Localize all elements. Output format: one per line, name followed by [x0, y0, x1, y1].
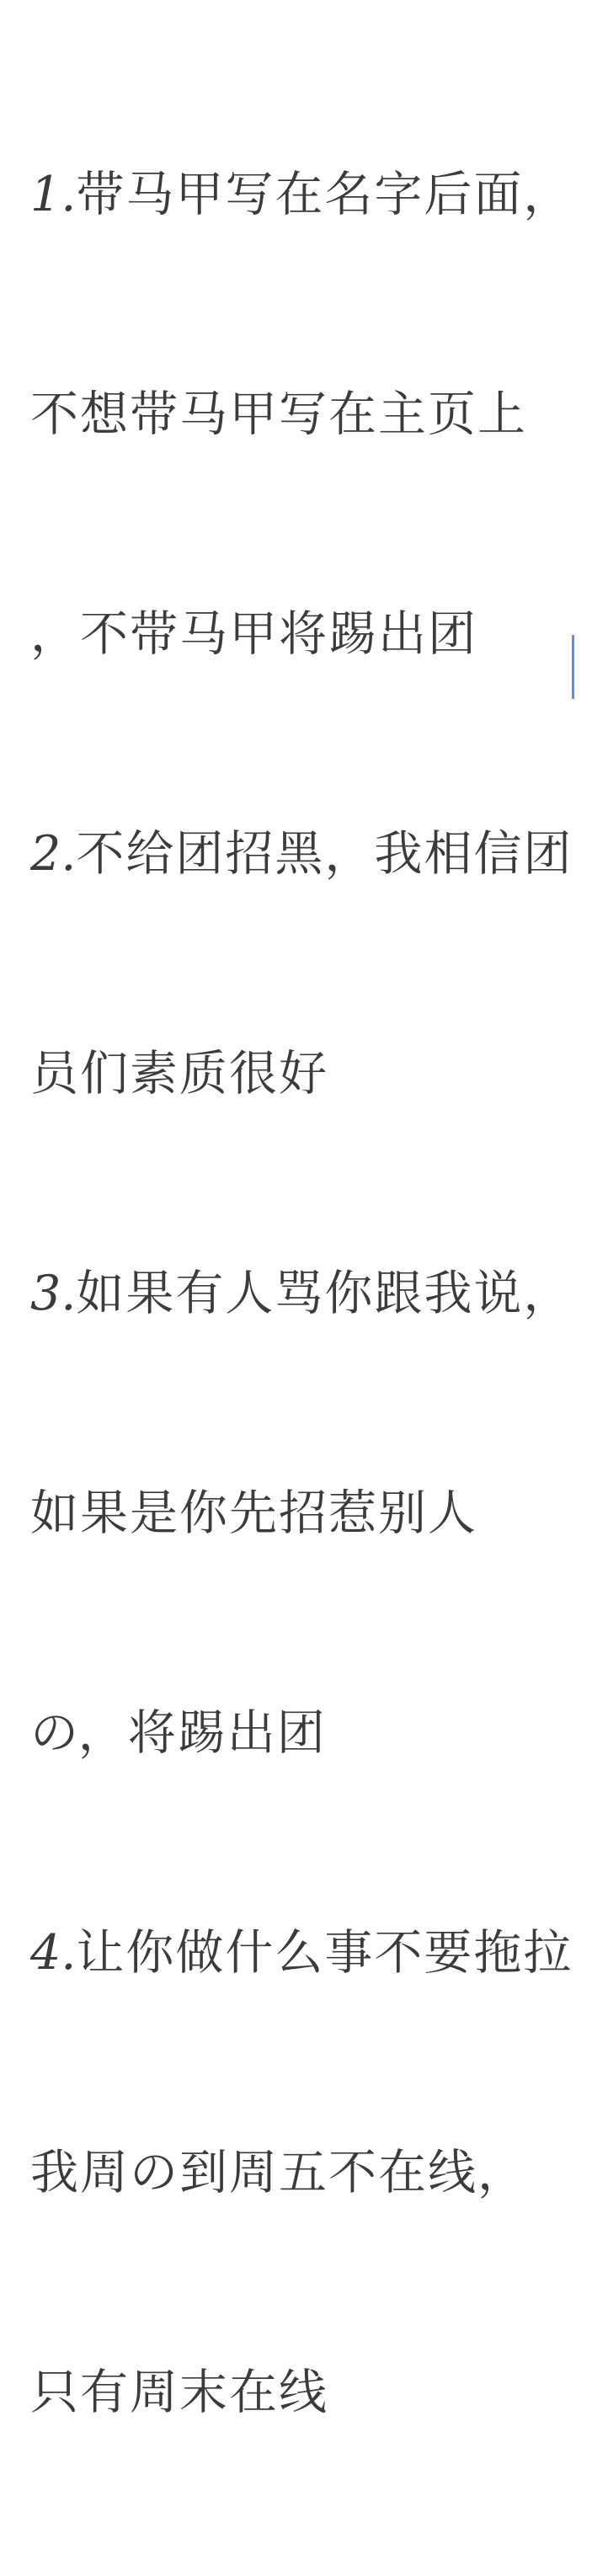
list-number: 3.: [30, 1266, 77, 1321]
line-text: 如果是你先招惹别人: [30, 1485, 477, 1541]
text-line: [30, 598, 569, 671]
text-line: [30, 1257, 573, 1331]
line-text: 我周の到周五不在线，: [30, 2145, 527, 2200]
text-line: [30, 2136, 569, 2210]
text-line: [30, 1037, 569, 1111]
text-line: [30, 818, 573, 891]
line-text: ，不带马甲将踢出团: [30, 606, 477, 662]
text-line: [30, 378, 569, 451]
list-number: 4.: [30, 1925, 77, 1981]
line-text: 不想带马甲写在主页上: [30, 387, 527, 442]
list-number: 2.: [30, 826, 77, 882]
line-text: 如果有人骂你跟我说，: [76, 1266, 573, 1321]
list-number: 1.: [30, 167, 77, 222]
text-line: [30, 158, 573, 232]
text-line: [30, 1477, 569, 1550]
line-text: 不给团招黑，我相信团: [76, 826, 573, 882]
text-cursor: [572, 635, 574, 699]
line-text: 带马甲写在名字后面，: [76, 167, 573, 222]
text-line: [30, 1697, 569, 1770]
text-line: [30, 2356, 569, 2429]
line-text: 员们素质很好: [30, 1046, 328, 1101]
line-text: の，将踢出团: [30, 1705, 327, 1761]
line-text: 让你做什么事不要拖拉: [76, 1925, 573, 1981]
line-text: 只有周末在线: [30, 2365, 328, 2420]
note-text-body[interactable]: [30, 12, 573, 2576]
text-line: [30, 1917, 573, 1990]
